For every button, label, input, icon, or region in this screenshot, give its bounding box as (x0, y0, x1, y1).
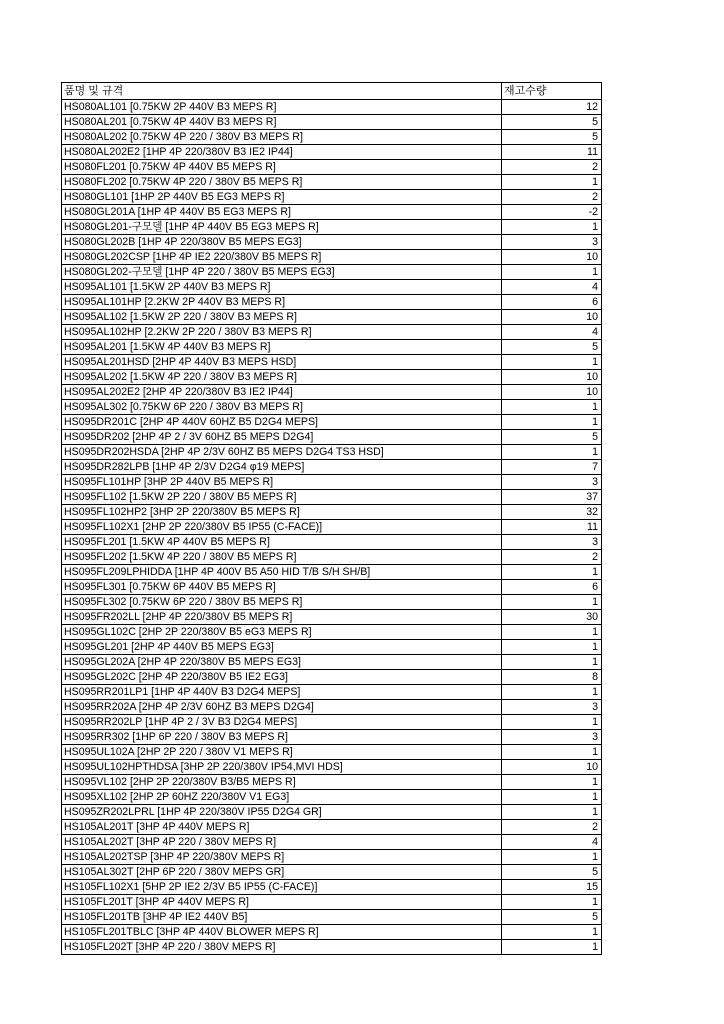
table-row (62, 775, 602, 790)
product-name-cell: HS095DR202HSDA [2HP 4P 2/3V 60HZ B5 MEPS D2G4 TS3 HSD] (62, 445, 502, 460)
stock-quantity-cell: 10 (502, 310, 602, 325)
table-row (62, 460, 602, 475)
product-name-cell: HS095DR201C [2HP 4P 440V 60HZ B5 D2G4 MEPS] (62, 415, 502, 430)
stock-quantity-cell: 1 (502, 715, 602, 730)
stock-quantity-cell: 4 (502, 835, 602, 850)
table-row (62, 610, 602, 625)
product-name-cell: HS080FL201 [0.75KW 4P 440V B5 MEPS R] (62, 160, 502, 175)
product-name-cell: HS095FL301 [0.75KW 6P 440V B5 MEPS R] (62, 580, 502, 595)
table-row (62, 580, 602, 595)
table-row (62, 640, 602, 655)
product-name-cell: HS095RR302 [1HP 6P 220 / 380V B3 MEPS R] (62, 730, 502, 745)
table-row (62, 670, 602, 685)
table-row (62, 445, 602, 460)
table-row (62, 820, 602, 835)
table-row (62, 685, 602, 700)
stock-quantity-cell: 1 (502, 895, 602, 910)
product-name-cell: HS095ZR202LPRL [1HP 4P 220/380V IP55 D2G4 GR] (62, 805, 502, 820)
product-name-cell: HS080AL201 [0.75KW 4P 440V B3 MEPS R] (62, 115, 502, 130)
stock-quantity-cell: 2 (502, 160, 602, 175)
table-row (62, 130, 602, 145)
table-row (62, 430, 602, 445)
table-row (62, 475, 602, 490)
product-name-cell: HS095AL101HP [2.2KW 2P 440V B3 MEPS R] (62, 295, 502, 310)
stock-quantity-cell: 5 (502, 430, 602, 445)
stock-quantity-cell: 2 (502, 820, 602, 835)
stock-quantity-cell: 6 (502, 580, 602, 595)
product-name-cell: HS080AL101 [0.75KW 2P 440V B3 MEPS R] (62, 100, 502, 115)
table-row (62, 490, 602, 505)
product-name-cell: HS080GL202CSP [1HP 4P IE2 220/380V B5 MEPS R] (62, 250, 502, 265)
stock-quantity-cell: 30 (502, 610, 602, 625)
table-row (62, 115, 602, 130)
table-row (62, 910, 602, 925)
stock-quantity-cell: 1 (502, 790, 602, 805)
product-name-cell: HS095AL202E2 [2HP 4P 220/380V B3 IE2 IP44] (62, 385, 502, 400)
stock-quantity-cell: 6 (502, 295, 602, 310)
stock-quantity-cell: 3 (502, 475, 602, 490)
table-row (62, 535, 602, 550)
product-name-cell: HS095FL102 [1.5KW 2P 220 / 380V B5 MEPS R] (62, 490, 502, 505)
stock-quantity-cell: 1 (502, 565, 602, 580)
product-name-cell: HS080FL202 [0.75KW 4P 220 / 380V B5 MEPS R] (62, 175, 502, 190)
stock-quantity-cell: 15 (502, 880, 602, 895)
table-row (62, 145, 602, 160)
product-name-cell: HS095AL202 [1.5KW 4P 220 / 380V B3 MEPS R] (62, 370, 502, 385)
product-name-cell: HS095AL302 [0.75KW 6P 220 / 380V B3 MEPS R] (62, 400, 502, 415)
table-row (62, 895, 602, 910)
stock-quantity-cell: 10 (502, 760, 602, 775)
stock-quantity-cell: 1 (502, 595, 602, 610)
product-name-cell: HS095GL201 [2HP 4P 440V B5 MEPS EG3] (62, 640, 502, 655)
table-row (62, 865, 602, 880)
stock-quantity-cell: 1 (502, 175, 602, 190)
stock-quantity-cell: 1 (502, 415, 602, 430)
table-row (62, 265, 602, 280)
table-row (62, 790, 602, 805)
stock-quantity-cell: 1 (502, 940, 602, 955)
table-row (62, 310, 602, 325)
stock-quantity-cell: 1 (502, 400, 602, 415)
table-row (62, 340, 602, 355)
product-name-cell: HS095RR202LP [1HP 4P 2 / 3V B3 D2G4 MEPS] (62, 715, 502, 730)
stock-quantity-cell: 1 (502, 625, 602, 640)
table-row (62, 880, 602, 895)
stock-quantity-cell: 1 (502, 355, 602, 370)
product-name-cell: HS095FL202 [1.5KW 4P 220 / 380V B5 MEPS R] (62, 550, 502, 565)
table-row (62, 355, 602, 370)
table-row (62, 250, 602, 265)
table-row (62, 850, 602, 865)
table-row (62, 595, 602, 610)
stock-quantity-cell: 1 (502, 850, 602, 865)
product-name-cell: HS095GL102C [2HP 2P 220/380V B5 eG3 MEPS R] (62, 625, 502, 640)
table-row (62, 565, 602, 580)
product-name-cell: HS080GL101 [1HP 2P 440V B5 EG3 MEPS R] (62, 190, 502, 205)
table-row (62, 760, 602, 775)
table-row (62, 700, 602, 715)
product-name-cell: HS095GL202C [2HP 4P 220/380V B5 IE2 EG3] (62, 670, 502, 685)
stock-quantity-cell: 1 (502, 265, 602, 280)
table-row (62, 520, 602, 535)
product-name-cell: HS105FL201T [3HP 4P 440V MEPS R] (62, 895, 502, 910)
product-name-cell: HS105FL201TB [3HP 4P IE2 440V B5] (62, 910, 502, 925)
stock-quantity-cell: 5 (502, 865, 602, 880)
stock-quantity-cell: 1 (502, 685, 602, 700)
stock-quantity-cell: 7 (502, 460, 602, 475)
table-row (62, 325, 602, 340)
column-header-name: 품명 및 규격 (62, 83, 502, 100)
stock-quantity-cell: -2 (502, 205, 602, 220)
table-row (62, 655, 602, 670)
product-name-cell: HS095VL102 [2HP 2P 220/380V B3/B5 MEPS R] (62, 775, 502, 790)
stock-quantity-cell: 10 (502, 370, 602, 385)
product-name-cell: HS095FR202LL [2HP 4P 220/380V B5 MEPS R] (62, 610, 502, 625)
product-name-cell: HS080GL201A [1HP 4P 440V B5 EG3 MEPS R] (62, 205, 502, 220)
column-header-stock: 재고수량 (502, 83, 602, 100)
table-row (62, 100, 602, 115)
stock-quantity-cell: 5 (502, 130, 602, 145)
stock-quantity-cell: 3 (502, 535, 602, 550)
stock-quantity-cell: 32 (502, 505, 602, 520)
table-row (62, 190, 602, 205)
table-row (62, 715, 602, 730)
product-name-cell: HS095FL209LPHIDDA [1HP 4P 400V B5 A50 HID T/B S/H SH/B] (62, 565, 502, 580)
stock-quantity-cell: 3 (502, 700, 602, 715)
product-name-cell: HS080GL202B [1HP 4P 220/380V B5 MEPS EG3] (62, 235, 502, 250)
stock-quantity-cell: 1 (502, 805, 602, 820)
product-name-cell: HS105AL201T [3HP 4P 440V MEPS R] (62, 820, 502, 835)
product-name-cell: HS095XL102 [2HP 2P 60HZ 220/380V V1 EG3] (62, 790, 502, 805)
stock-quantity-cell: 4 (502, 280, 602, 295)
table-row (62, 505, 602, 520)
product-name-cell: HS105AL202T [3HP 4P 220 / 380V MEPS R] (62, 835, 502, 850)
stock-quantity-cell: 5 (502, 910, 602, 925)
product-name-cell: HS095GL202A [2HP 4P 220/380V B5 MEPS EG3] (62, 655, 502, 670)
table-row (62, 925, 602, 940)
stock-quantity-cell: 2 (502, 190, 602, 205)
table-row (62, 550, 602, 565)
table-row (62, 175, 602, 190)
product-name-cell: HS095FL201 [1.5KW 4P 440V B5 MEPS R] (62, 535, 502, 550)
stock-quantity-cell: 2 (502, 550, 602, 565)
product-name-cell: HS095AL102HP [2.2KW 2P 220 / 380V B3 MEPS R] (62, 325, 502, 340)
inventory-table (61, 82, 602, 955)
product-name-cell: HS080GL202-구모델 [1HP 4P 220 / 380V B5 MEPS EG3] (62, 265, 502, 280)
product-name-cell: HS080GL201-구모델 [1HP 4P 440V B5 EG3 MEPS R] (62, 220, 502, 235)
stock-quantity-cell: 1 (502, 775, 602, 790)
product-name-cell: HS095RR202A [2HP 4P 2/3V 60HZ B3 MEPS D2G4] (62, 700, 502, 715)
stock-quantity-cell: 1 (502, 220, 602, 235)
stock-quantity-cell: 37 (502, 490, 602, 505)
stock-quantity-cell: 10 (502, 385, 602, 400)
product-name-cell: HS095AL201HSD [2HP 4P 440V B3 MEPS HSD] (62, 355, 502, 370)
table-row (62, 745, 602, 760)
table-row (62, 415, 602, 430)
table-row (62, 805, 602, 820)
table-row (62, 625, 602, 640)
product-name-cell: HS105FL202T [3HP 4P 220 / 380V MEPS R] (62, 940, 502, 955)
product-name-cell: HS105FL201TBLC [3HP 4P 440V BLOWER MEPS R] (62, 925, 502, 940)
product-name-cell: HS095RR201LP1 [1HP 4P 440V B3 D2G4 MEPS] (62, 685, 502, 700)
product-name-cell: HS095AL101 [1.5KW 2P 440V B3 MEPS R] (62, 280, 502, 295)
table-row (62, 205, 602, 220)
stock-quantity-cell: 1 (502, 640, 602, 655)
table-row (62, 370, 602, 385)
product-name-cell: HS095AL201 [1.5KW 4P 440V B3 MEPS R] (62, 340, 502, 355)
product-name-cell: HS095FL102HP2 [3HP 2P 220/380V B5 MEPS R] (62, 505, 502, 520)
product-name-cell: HS080AL202E2 [1HP 4P 220/380V B3 IE2 IP44] (62, 145, 502, 160)
product-name-cell: HS095FL101HP [3HP 2P 440V B5 MEPS R] (62, 475, 502, 490)
table-row (62, 940, 602, 955)
product-name-cell: HS095DR282LPB [1HP 4P 2/3V D2G4 φ19 MEPS] (62, 460, 502, 475)
table-row (62, 295, 602, 310)
product-name-cell: HS105AL202TSP [3HP 4P 220/380V MEPS R] (62, 850, 502, 865)
product-name-cell: HS105FL102X1 [5HP 2P IE2 2/3V B5 IP55 (C-FACE)] (62, 880, 502, 895)
table-row (62, 730, 602, 745)
header-row (62, 83, 602, 100)
stock-quantity-cell: 11 (502, 520, 602, 535)
table-row (62, 400, 602, 415)
product-name-cell: HS105AL302T [2HP 6P 220 / 380V MEPS GR] (62, 865, 502, 880)
product-name-cell: HS095DR202 [2HP 4P 2 / 3V 60HZ B5 MEPS D2G4] (62, 430, 502, 445)
stock-quantity-cell: 11 (502, 145, 602, 160)
stock-quantity-cell: 10 (502, 250, 602, 265)
stock-quantity-cell: 3 (502, 730, 602, 745)
product-name-cell: HS095FL302 [0.75KW 6P 220 / 380V B5 MEPS R] (62, 595, 502, 610)
stock-quantity-cell: 1 (502, 655, 602, 670)
stock-quantity-cell: 8 (502, 670, 602, 685)
stock-quantity-cell: 1 (502, 445, 602, 460)
product-name-cell: HS080AL202 [0.75KW 4P 220 / 380V B3 MEPS R] (62, 130, 502, 145)
table-row (62, 220, 602, 235)
product-name-cell: HS095UL102A [2HP 2P 220 / 380V V1 MEPS R] (62, 745, 502, 760)
stock-quantity-cell: 5 (502, 115, 602, 130)
table-row (62, 235, 602, 250)
table-row (62, 385, 602, 400)
table-row (62, 835, 602, 850)
table-row (62, 280, 602, 295)
product-name-cell: HS095FL102X1 [2HP 2P 220/380V B5 IP55 (C-FACE)] (62, 520, 502, 535)
table-row (62, 160, 602, 175)
stock-quantity-cell: 12 (502, 100, 602, 115)
stock-quantity-cell: 5 (502, 340, 602, 355)
stock-quantity-cell: 1 (502, 925, 602, 940)
product-name-cell: HS095UL102HPTHDSA [3HP 2P 220/380V IP54,MVI HDS] (62, 760, 502, 775)
product-name-cell: HS095AL102 [1.5KW 2P 220 / 380V B3 MEPS R] (62, 310, 502, 325)
stock-quantity-cell: 4 (502, 325, 602, 340)
stock-quantity-cell: 1 (502, 745, 602, 760)
stock-quantity-cell: 3 (502, 235, 602, 250)
